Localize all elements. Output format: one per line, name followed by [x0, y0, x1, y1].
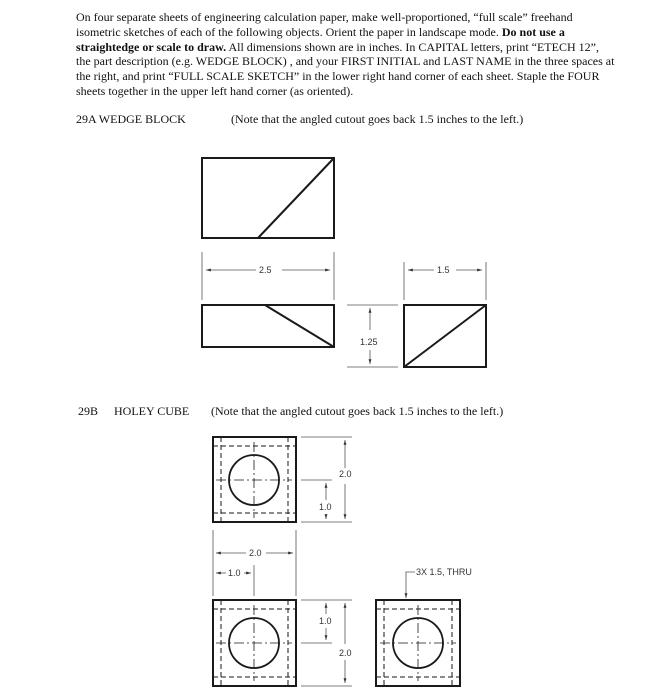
- problem-29b-title: HOLEY CUBE: [114, 404, 190, 418]
- cube-dim-size: 2.0: [249, 548, 262, 558]
- holey-cube-drawing: [213, 437, 460, 686]
- cube-side-view: [376, 600, 460, 686]
- cube-dim-hole: 3X 1.5, THRU: [416, 567, 472, 577]
- problem-29b-note: (Note that the angled cutout goes back 1.5 inches to the left.): [211, 404, 504, 418]
- cube-dimensions: [213, 437, 415, 686]
- wedge-dim-height: 1.25: [360, 337, 378, 347]
- cube-dim-center-front: 1.0: [319, 616, 332, 626]
- cube-dim-height-top: 2.0: [339, 469, 352, 479]
- instructions-part2: All dimensions shown are in inches. In CAPITAL letters, print “ETECH 12”, the part description (e.g. WEDGE BLOCK) , and your FIRST INITIAL and LAST NAME in the three spaces at the right, and print “FULL SCALE SKETCH” in the lower right hand corner of each sheet. Staple the FOUR sheets together in the upper left hand corner (as oriented).: [76, 39, 615, 98]
- wedge-dim-depth: 1.5: [437, 265, 450, 275]
- cube-dim-height-front: 2.0: [339, 648, 352, 658]
- instructions-bold-warning: Do not use a straightedge or scale to draw.: [76, 24, 565, 54]
- problem-29a-title: 29A WEDGE BLOCK: [76, 112, 186, 126]
- wedge-front-view: [202, 305, 334, 347]
- wedge-side-view: [404, 305, 486, 367]
- wedge-block-drawing: [202, 158, 486, 367]
- cube-front-view: [213, 600, 296, 686]
- cube-dim-offset: 1.0: [228, 568, 241, 578]
- problem-29a-note: (Note that the angled cutout goes back 1.5 inches to the left.): [231, 112, 524, 126]
- cube-dim-center-top: 1.0: [319, 502, 332, 512]
- instructions-part1: On four separate sheets of engineering calculation paper, make well-proportioned, “full scale” freehand isometric sketches of each of the following objects. Orient the paper in landscape mode.: [76, 10, 573, 39]
- wedge-dim-width: 2.5: [259, 265, 272, 275]
- cube-top-view: [213, 437, 296, 522]
- problem-29b-number: 29B: [78, 404, 99, 418]
- wedge-top-view: [202, 158, 334, 238]
